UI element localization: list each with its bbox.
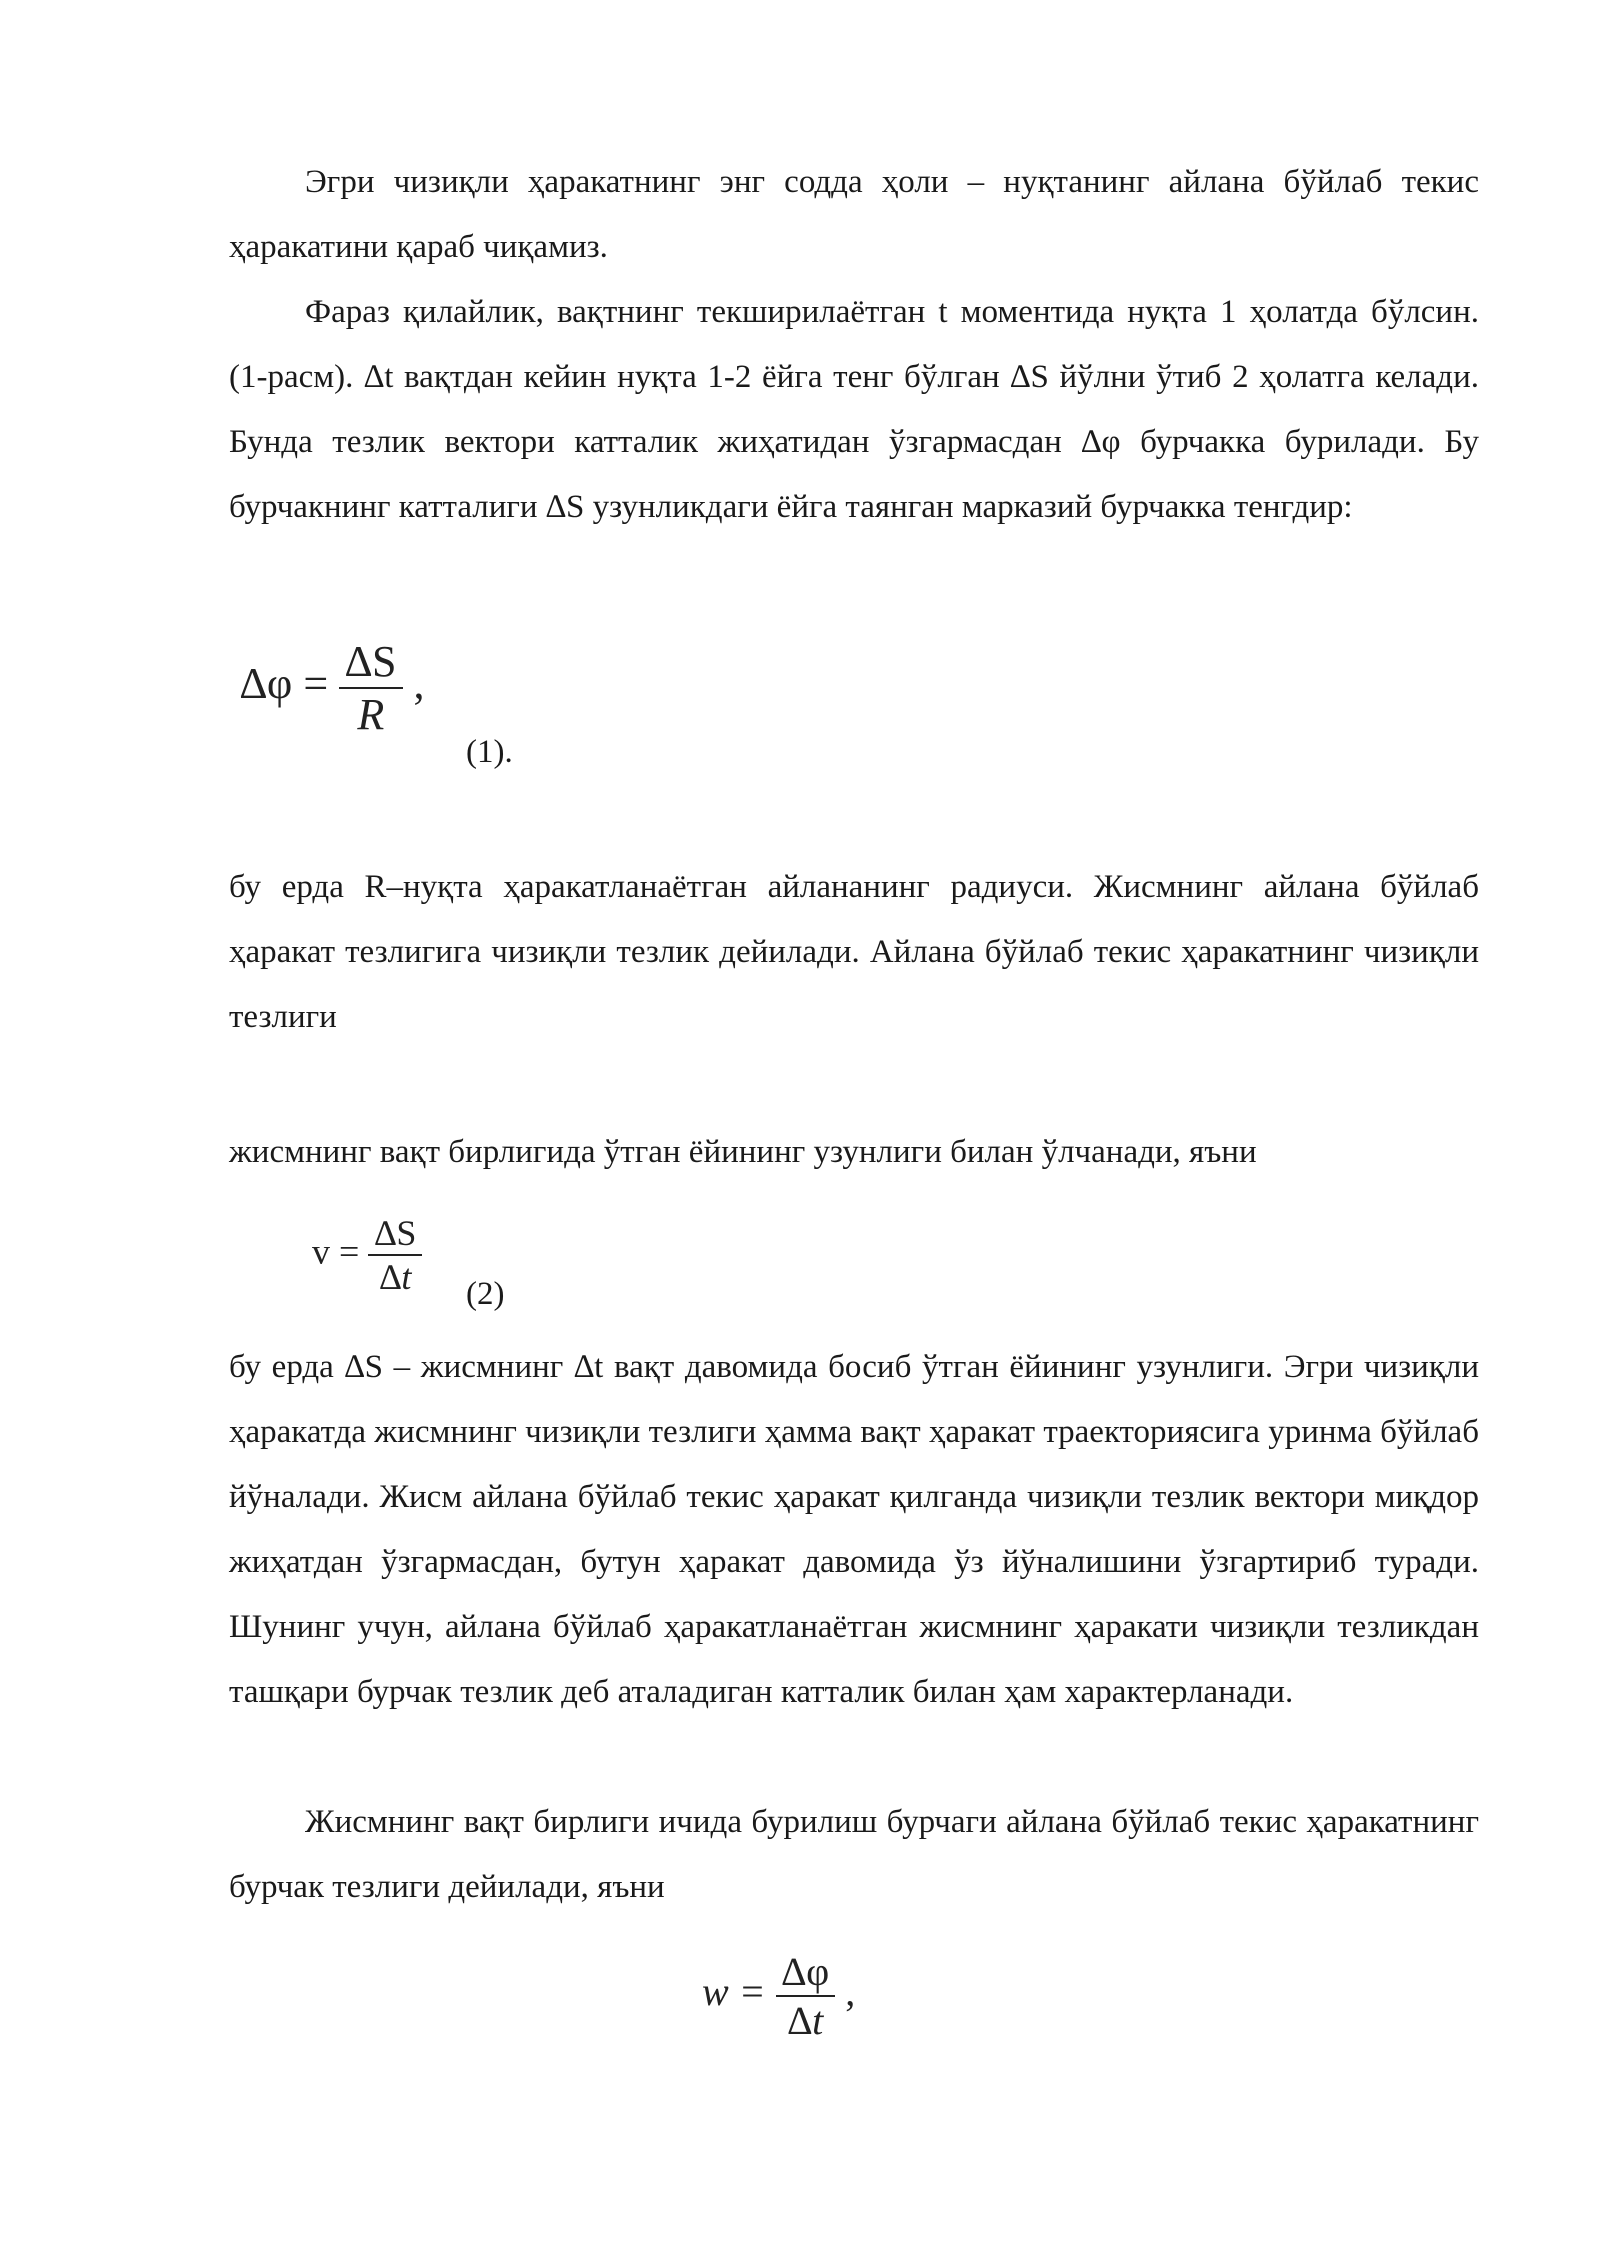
formula-angle-lhs: ∆φ =: [240, 659, 329, 709]
formula-linear-speed-fraction: [368, 1212, 422, 1298]
formula-linear-speed-denominator: ∆t: [379, 1257, 412, 1297]
formula-angle-fraction: [339, 636, 402, 740]
formula-angle-numerator: ∆S: [339, 636, 402, 689]
paragraph-arc-length: жисмнинг вақт бирлигида ўтган ёйининг узунлиги билан ўлчанади, яъни: [229, 1134, 1257, 1170]
paragraph-assumption: Фараз қилайлик, вақтнинг текширилаётган t моментида нуқта 1 ҳолатда бўлсин. (1-расм). ∆t вақтдан кейин нуқта 1-2 ёйга тенг бўлган ∆S йўлни ўтиб 2 ҳолатга келади. Бунда тезлик вектори катталик жиҳатидан ўзгармасдан ∆φ бурчакка бурилади. Бу бурчакнинг катталиги ∆S узунликдаги ёйга таянган марказий бурчакка тенгдир:: [229, 294, 1479, 525]
paragraph-intro: Эгри чизиқли ҳаракатнинг энг содда ҳоли – нуқтанинг айлана бўйлаб текис ҳаракатини қараб чиқамиз.: [229, 164, 1479, 265]
formula-angle-number: (1).: [466, 734, 513, 770]
formula-linear-speed-number: (2): [466, 1276, 505, 1312]
formula-angle-denominator: R: [357, 690, 385, 739]
formula-linear-speed-lhs: v =: [312, 1231, 360, 1272]
formula-angular-speed-fraction: [776, 1948, 836, 2044]
formula-angular-speed-numerator: ∆φ: [776, 1948, 836, 1997]
formula-linear-speed-numerator: ∆S: [368, 1212, 422, 1256]
formula-linear-speed: [312, 1212, 422, 1298]
paragraph-angular-speed: Жисмнинг вақт бирлиги ичида бурилиш бурчаги айлана бўйлаб текис ҳаракатнинг бурчак тезлиги дейилади, яъни: [229, 1804, 1479, 1905]
formula-angular-speed: [702, 1948, 855, 2044]
paragraph-radius: бу ерда R–нуқта ҳаракатланаётган айлананинг радиуси. Жисмнинг айлана бўйлаб ҳаракат тезлигига чизиқли тезлик дейилади. Айлана бўйлаб текис ҳаракатнинг чизиқли тезлиги: [229, 869, 1479, 1035]
formula-angle: [240, 636, 425, 740]
paragraph-linear-speed: бу ерда ∆S – жисмнинг ∆t вақт давомида босиб ўтган ёйининг узунлиги. Эгри чизиқли ҳаракатда жисмнинг чизиқли тезлиги ҳамма вақт ҳаракат траекториясига уринма бўйлаб йўналади. Жисм айлана бўйлаб текис ҳаракат қилганда чизиқли тезлик вектори миқдор жиҳатдан ўзгармасдан, бутун ҳаракат давомида ўз йўналишини ўзгартириб туради. Шунинг учун, айлана бўйлаб ҳаракатланаётган жисмнинг ҳаракати чизиқли тезликдан ташқари бурчак тезлик деб аталадиган катталик билан ҳам характерланади.: [229, 1349, 1479, 1710]
formula-angular-speed-denominator: ∆t: [787, 1998, 824, 2043]
formula-angle-comma: ,: [413, 659, 425, 709]
formula-angular-speed-comma: ,: [845, 1969, 856, 2015]
formula-angular-speed-lhs: w =: [702, 1969, 766, 2015]
